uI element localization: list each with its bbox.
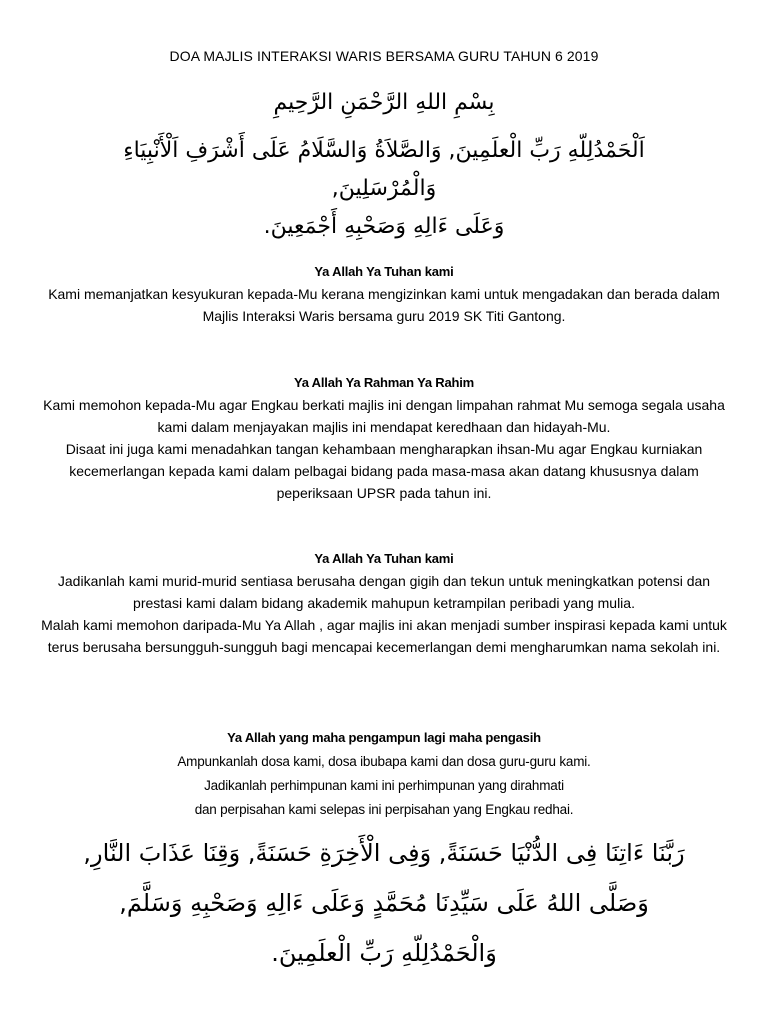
section-paragraph: Malah kami memohon daripada-Mu Ya Allah , agar majlis ini akan menjadi sumber inspirasi kepada kami untuk terus berusaha bersungguh-sungguh bagi mencapai kecemerlangan demi mengharumkan nama sekolah ini. [41,617,727,655]
prayer-section-4 [40,726,728,822]
document-title: DOA MAJLIS INTERAKSI WARIS BERSAMA GURU TAHUN 6 2019 [169,48,599,64]
section-heading: Ya Allah Ya Tuhan kami [314,264,454,279]
arabic-line: رَبَّنَا ءَاتِنَا فِى الدُّنْيَا حَسَنَةً, وَفِى الْأَخِرَةِ حَسَنَةً, وَقِنَا عَذَابَ النَّارِ, [83,839,685,867]
arabic-basmala [60,88,708,119]
section-paragraph: Kami memanjatkan kesyukuran kepada-Mu kerana mengizinkan kami untuk mengadakan dan berada dalam Majlis Interaksi Waris bersama guru 2019 SK Titi Gantong. [48,286,720,324]
section-paragraph: Disaat ini juga kami menadahkan tangan kehambaan mengharapkan ihsan-Mu agar Engkau kurniakan kecemerlangan kepada kami dalam pelbagai bidang pada masa-masa akan datang khususnya dalam peperiksaan UPSR pada tahun ini. [65,441,703,501]
arabic-line: بِسْمِ اللهِ الرَّحْمَنِ الرَّحِيمِ [273,90,495,115]
arabic-line: وَصَلَّى اللهُ عَلَى سَيِّدِنَا مُحَمَّدٍ وَعَلَى ءَالِهِ وَصَحْبِهِ وَسَلَّمَ, [119,889,649,917]
section-paragraph: dan perpisahan kami selepas ini perpisahan yang Engkau redhai. [194,802,574,817]
prayer-section-1 [40,261,728,327]
section-heading: Ya Allah Ya Rahman Ya Rahim [293,375,475,390]
section-paragraph: Ampunkanlah dosa kami, dosa ibubapa kami dan dosa guru-guru kami. [177,754,591,769]
arabic-closing-prayer [60,828,708,978]
section-heading: Ya Allah Ya Tuhan kami [314,551,454,566]
arabic-line: وَالْحَمْدُلِلّهِ رَبِّ الْعلَمِينَ. [271,939,497,967]
section-heading: Ya Allah yang maha pengampun lagi maha pengasih [227,730,541,745]
arabic-opening-praise [60,132,708,246]
prayer-section-2 [40,372,728,504]
arabic-line: اَلْحَمْدُلِلّهِ رَبِّ الْعلَمِينَ, وَالصَّلاَةُ وَالسَّلَامُ عَلَى أَشْرَفِ اَلْأَنْبِيَاءِ [123,138,645,163]
section-paragraph: Jadikanlah perhimpunan kami ini perhimpunan yang dirahmati [204,778,564,793]
section-paragraph: Jadikanlah kami murid-murid sentiasa berusaha dengan gigih dan tekun untuk meningkatkan potensi dan prestasi kami dalam bidang akademik mahupun ketrampilan peribadi yang mulia. [57,573,711,611]
prayer-section-3 [40,548,728,658]
section-paragraph: Kami memohon kepada-Mu agar Engkau berkati majlis ini dengan limpahan rahmat Mu semoga segala usaha kami dalam menjayakan majlis ini mendapat keredhaan dan hidayah-Mu. [43,397,725,435]
arabic-line: وَالْمُرْسَلِينَ, [331,176,437,201]
arabic-line: وَعَلَى ءَالِهِ وَصَحْبِهِ أَجْمَعِينَ. [263,214,505,239]
